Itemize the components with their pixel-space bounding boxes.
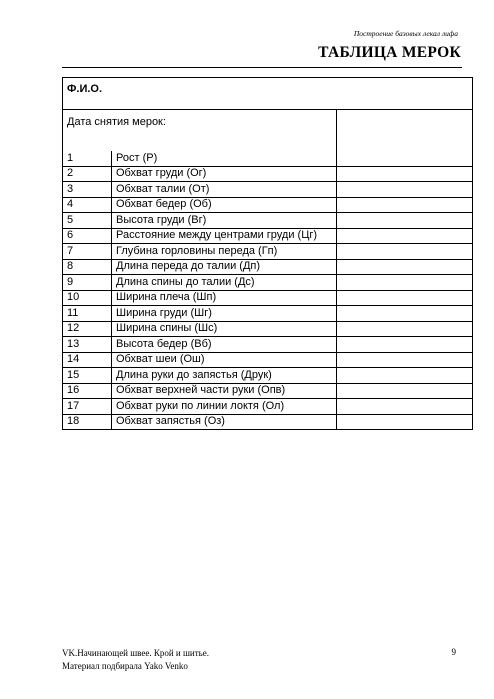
measurement-name: Обхват шеи (Ош) (112, 352, 337, 368)
page-title: ТАБЛИЦА МЕРОК (318, 44, 461, 61)
row-number: 15 (63, 368, 112, 384)
table-row (63, 352, 473, 368)
measurement-value (337, 352, 473, 368)
date-value-cell (337, 110, 473, 151)
measurement-value (337, 213, 473, 229)
measurement-name: Обхват бедер (Об) (112, 197, 337, 213)
measurement-value (337, 414, 473, 430)
table-row (63, 259, 473, 275)
measurement-name: Длина переда до талии (Дп) (112, 259, 337, 275)
measurement-name: Обхват руки по линии локтя (Ол) (112, 399, 337, 415)
measurement-value (337, 151, 473, 167)
row-number: 9 (63, 275, 112, 291)
row-number: 12 (63, 321, 112, 337)
title-divider (62, 67, 462, 68)
measurement-value (337, 337, 473, 353)
measurement-name: Ширина плеча (Шп) (112, 290, 337, 306)
measurement-name: Обхват запястья (Оз) (112, 414, 337, 430)
measurement-value (337, 383, 473, 399)
date-label: Дата снятия мерок: (67, 116, 166, 128)
measurement-value (337, 275, 473, 291)
table-row (63, 290, 473, 306)
page-number: 9 (451, 647, 456, 657)
date-label-cell (63, 110, 337, 151)
table-row (63, 321, 473, 337)
measurement-value (337, 259, 473, 275)
table-row (63, 275, 473, 291)
footer-line-1: VK.Начинающей швее. Крой и шитье. (62, 648, 210, 658)
table-row (63, 244, 473, 260)
measurement-name: Рост (Р) (112, 151, 337, 167)
table-row (63, 213, 473, 229)
measurement-name: Длина спины до талии (Дс) (112, 275, 337, 291)
measurement-name: Обхват талии (От) (112, 182, 337, 198)
table-row (63, 151, 473, 167)
measurement-value (337, 290, 473, 306)
row-number: 10 (63, 290, 112, 306)
measurement-value (337, 321, 473, 337)
row-number: 8 (63, 259, 112, 275)
measurement-value (337, 166, 473, 182)
table-row (63, 368, 473, 384)
footer-line-2: Материал подбирала Yako Venko (62, 661, 188, 671)
row-number: 16 (63, 383, 112, 399)
measurement-value (337, 306, 473, 322)
row-number: 14 (63, 352, 112, 368)
footer-credits (62, 647, 209, 673)
row-number: 3 (63, 182, 112, 198)
measurement-name: Высота груди (Вг) (112, 213, 337, 229)
measurement-name: Длина руки до запястья (Друк) (112, 368, 337, 384)
fio-label: Ф.И.О. (67, 83, 103, 95)
measurement-name: Обхват груди (Ог) (112, 166, 337, 182)
measurement-value (337, 399, 473, 415)
table-row (63, 383, 473, 399)
table-row (63, 414, 473, 430)
table-row (63, 306, 473, 322)
table-row (63, 166, 473, 182)
measurement-name: Глубина горловины переда (Гп) (112, 244, 337, 260)
row-number: 7 (63, 244, 112, 260)
measurement-name: Ширина груди (Шг) (112, 306, 337, 322)
row-number: 1 (63, 151, 112, 167)
table-row (63, 197, 473, 213)
measurement-name: Ширина спины (Шс) (112, 321, 337, 337)
table-row (63, 182, 473, 198)
running-header: Построение базовых лекал лифа (353, 29, 458, 38)
row-number: 4 (63, 197, 112, 213)
table-row (63, 399, 473, 415)
row-number: 2 (63, 166, 112, 182)
measurement-value (337, 197, 473, 213)
table-row (63, 228, 473, 244)
measurement-name: Высота бедер (Вб) (112, 337, 337, 353)
row-number: 17 (63, 399, 112, 415)
row-number: 18 (63, 414, 112, 430)
row-number: 5 (63, 213, 112, 229)
measurement-value (337, 182, 473, 198)
row-number: 13 (63, 337, 112, 353)
measurement-name: Обхват верхней части руки (Опв) (112, 383, 337, 399)
date-row (63, 110, 473, 151)
measurements-table (62, 77, 473, 430)
measurement-value (337, 228, 473, 244)
row-number: 6 (63, 228, 112, 244)
table-row (63, 337, 473, 353)
measurement-value (337, 368, 473, 384)
row-number: 11 (63, 306, 112, 322)
fio-cell (63, 78, 473, 110)
measurement-value (337, 244, 473, 260)
measurement-name: Расстояние между центрами груди (Цг) (112, 228, 337, 244)
fio-row (63, 78, 473, 110)
